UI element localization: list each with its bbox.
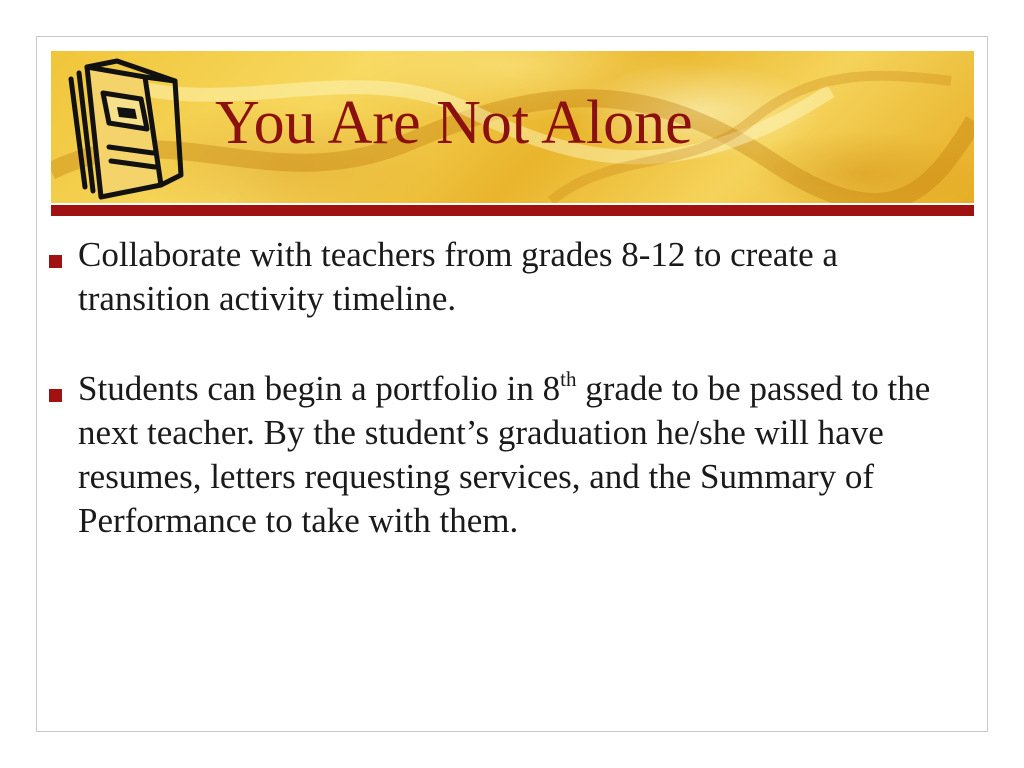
square-bullet-icon: [49, 389, 62, 402]
bullet-text-rest: grade to be passed to the next teacher. By the student’s graduation he/she will have resumes, letters requesting services, and the Summary of Performance to take with them.: [78, 369, 931, 540]
title-banner: [51, 51, 974, 203]
ordinal-suffix: th: [560, 367, 577, 391]
bullet-text: [78, 367, 969, 543]
bullet-text: Collaborate with teachers from grades 8-12 to create a transition activity timeline.: [78, 235, 838, 318]
square-bullet-icon: [49, 255, 62, 268]
book-icon: [57, 57, 187, 203]
title-underline: [51, 205, 974, 216]
slide: [36, 36, 988, 732]
slide-title: You Are Not Alone: [215, 89, 693, 157]
bullet-text-start: Students can begin a portfolio in 8: [78, 369, 561, 408]
